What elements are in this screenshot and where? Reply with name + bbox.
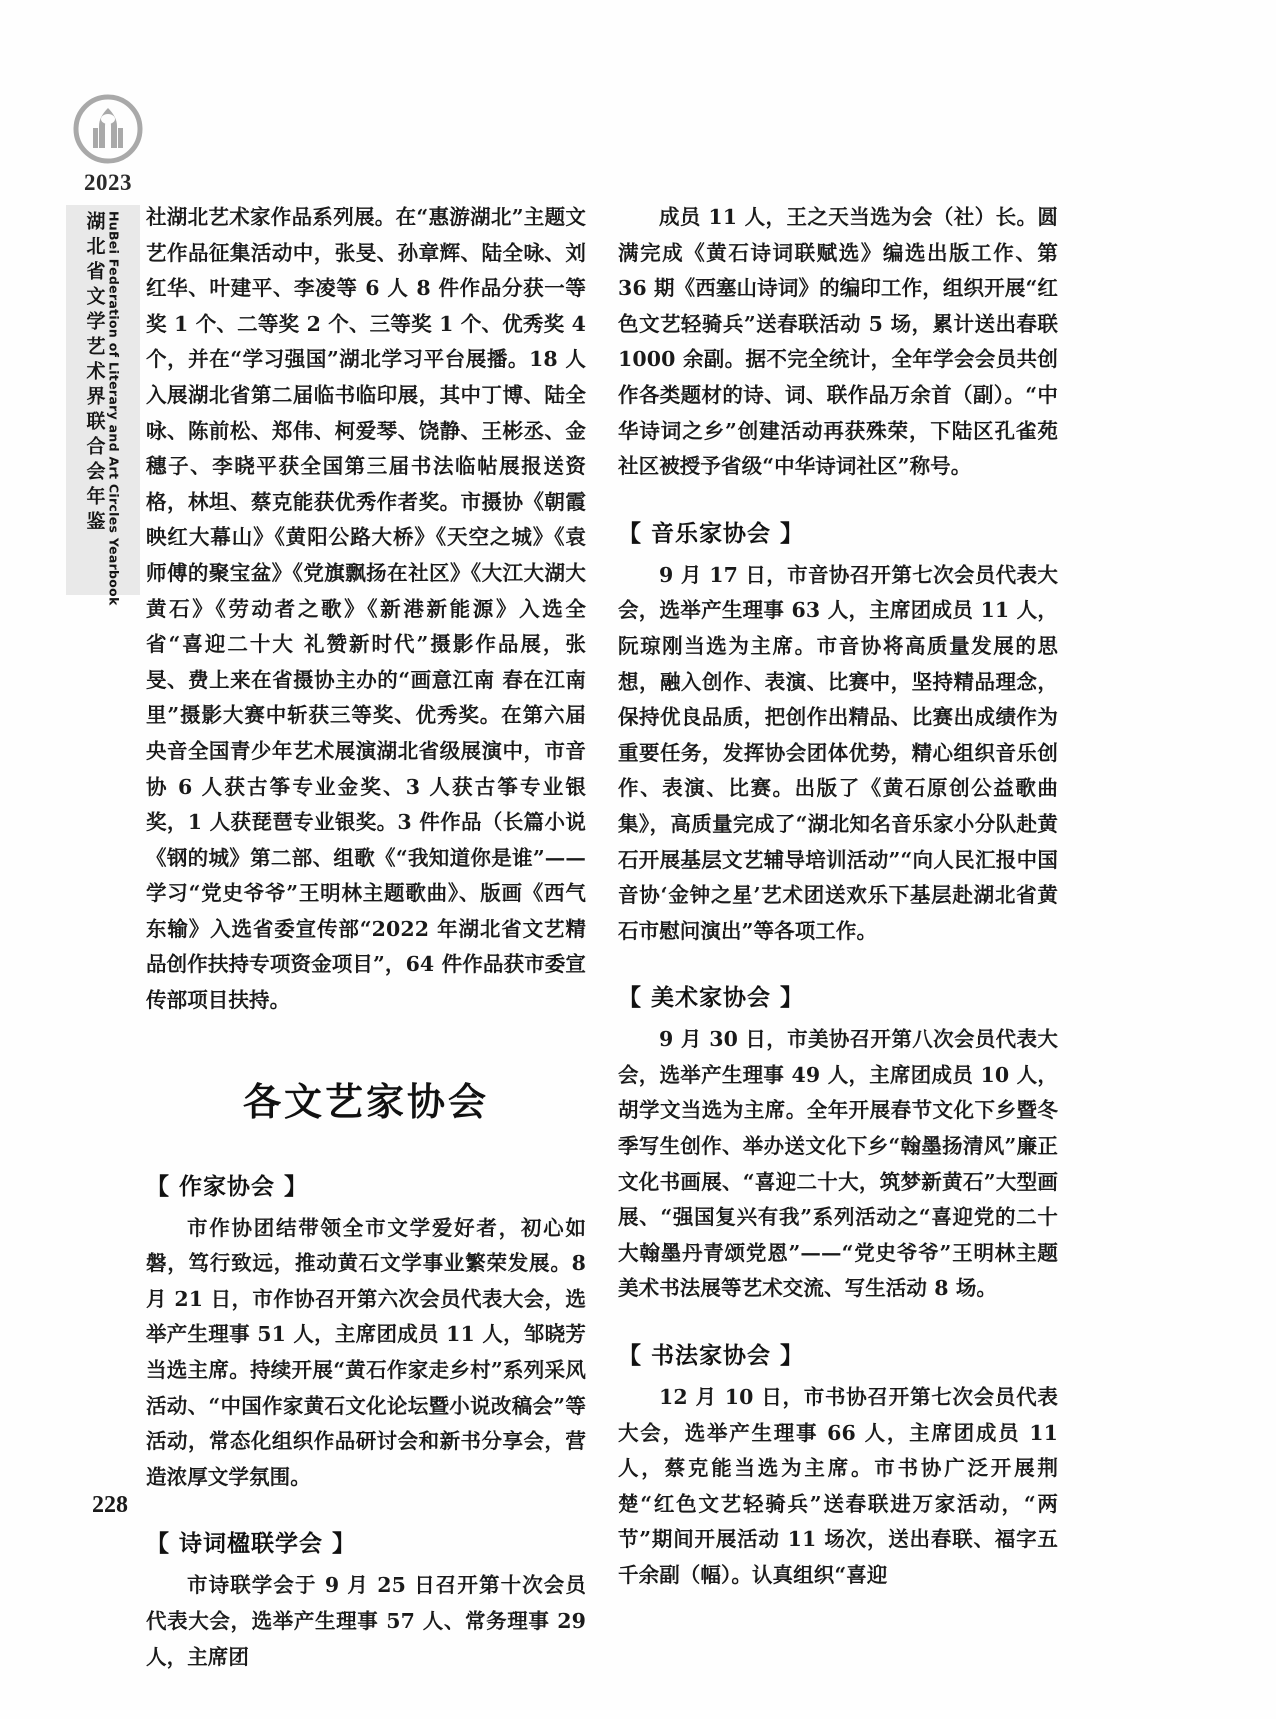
section-heading-poetry-couplet-society: 【 诗词楹联学会 】 [146, 1531, 357, 1558]
federation-emblem-icon [71, 92, 145, 166]
section-body-calligraphers-association: 12 月 10 日，市书协召开第七次会员代表大会，选举产生理事 66 人，主席团成员 11 人，蔡克能当选为主席。市书协广泛开展荆楚“红色文艺轻骑兵”送春联进万家活动，“两节”期间开展活动 11 场次，送出春联、福字五千余副（幅）。认真组织“喜迎 [618, 1385, 1058, 1587]
section-heading-writers-association: 【 作家协会 】 [146, 1173, 309, 1200]
spine-label-english: HuBei Federation of Literary and Art Circles Yearbook [106, 211, 122, 606]
page-number: 228 [92, 1492, 128, 1518]
right-column [618, 200, 1058, 1594]
right-continuation-paragraph: 成员 11 人，王之天当选为会（社）长。圆满完成《黄石诗词联赋选》编选出版工作、第 36 期《西塞山诗词》的编印工作，组织开展“红色文艺轻骑兵”送春联活动 5 场，累计送出春联 1000 余副。据不完全统计，全年学会会员共创作各类题材的诗、词、联作品万余首（副）。“中华诗词之乡”创建活动再获殊荣，下陆区孔雀苑社区被授予省级“中华诗词社区”称号。 [618, 205, 1058, 479]
spine-label [66, 205, 140, 606]
section-heading-calligraphers-association: 【 书法家协会 】 [618, 1343, 805, 1370]
page-title: 各文艺家协会 [242, 1079, 489, 1124]
paragraph-spacer [618, 949, 1058, 979]
section-body-poetry-couplet-society: 市诗联学会于 9 月 25 日召开第十次会员代表大会，选举产生理事 57 人、常务理事 29 人，主席团 [146, 1573, 586, 1669]
paragraph-spacer [146, 1495, 586, 1525]
section-heading-musicians-association: 【 音乐家协会 】 [618, 520, 805, 547]
paragraph-spacer [618, 1307, 1058, 1337]
emblem-block [62, 92, 154, 196]
section-body-musicians-association: 9 月 17 日，市音协召开第七次会员代表大会，选举产生理事 63 人，主席团成员 11 人，阮琼刚当选为主席。市音协将高质量发展的思想，融入创作、表演、比赛中，坚持精品理念，保持优良品质，把创作出精品、比赛出成绩作为重要任务，发挥协会团体优势，精心组织音乐创作、表演、比赛。出版了《黄石原创公益歌曲集》，高质量完成了“湖北知名音乐家小分队赴黄石开展基层文艺辅导培训活动”“向人民汇报中国音协‘金钟之星’艺术团送欢乐下基层赴湖北省黄石市慰问演出”等各项工作。 [618, 562, 1058, 943]
yearbook-year: 2023 [84, 170, 132, 195]
section-body-artists-association: 9 月 30 日，市美协召开第八次会员代表大会，选举产生理事 49 人，主席团成员 10 人，胡学文当选为主席。全年开展春节文化下乡暨冬季写生创作、举办送文化下乡“翰墨扬清风”廉正文化书画展、“喜迎二十大，筑梦新黄石”大型画展、“强国复兴有我”系列活动之“喜迎党的二十大翰墨丹青颂党恩”——“党史爷爷”王明林主题美术书法展等艺术交流、写生活动 8 场。 [618, 1027, 1058, 1301]
section-heading-artists-association: 【 美术家协会 】 [618, 985, 805, 1012]
spine-label-chinese: 湖北省文学艺术界联合会年鉴 [83, 211, 106, 536]
section-body-writers-association: 市作协团结带领全市文学爱好者，初心如磐，笃行致远，推动黄石文学事业繁荣发展。8 月 21 日，市作协召开第六次会员代表大会，选举产生理事 51 人，主席团成员 11 人，邹晓芳当选主席。持续开展“黄石作家走乡村”系列采风活动、“中国作家黄石文化论坛暨小说改稿会”等活动，常态化组织作品研讨会和新书分享会，营造浓厚文学氛围。 [146, 1215, 586, 1489]
left-column [146, 200, 586, 1675]
paragraph-spacer [618, 485, 1058, 515]
left-continuation-paragraph: 社湖北艺术家作品系列展。在“惠游湖北”主题文艺作品征集活动中，张旻、孙章辉、陆全咏、刘红华、叶建平、李凌等 6 人 8 件作品分获一等奖 1 个、二等奖 2 个、三等奖 1 个、优秀奖 4 个，并在“学习强国”湖北学习平台展播。18 人入展湖北省第二届临书临印展，其中丁博、陆全咏、陈前松、郑伟、柯爱琴、饶静、王彬丞、金穗子、李晓平获全国第三届书法临帖展报送资格，林坦、蔡克能获优秀作者奖。市摄协《朝霞映红大幕山》《黄阳公路大桥》《天空之城》《袁师傅的聚宝盆》《党旗飘扬在社区》《大江大湖大黄石》《劳动者之歌》《新港新能源》入选全省“喜迎二十大 礼赞新时代”摄影作品展，张旻、费上来在省摄协主办的“画意江南 春在江南里”摄影大赛中斩获三等奖、优秀奖。在第六届央音全国青少年艺术展演湖北省级展演中，市音协 6 人获古筝专业金奖、3 人获古筝专业银奖，1 人获琵琶专业银奖。3 件作品（长篇小说《钢的城》第二部、组歌《“我知道你是谁”——学习“党史爷爷”王明林主题歌曲》、版画《西气东输》入选省委宣传部“2022 年湖北省文艺精品创作扶持专项资金项目”，64 件作品获市委宣传部项目扶持。 [146, 205, 586, 1013]
